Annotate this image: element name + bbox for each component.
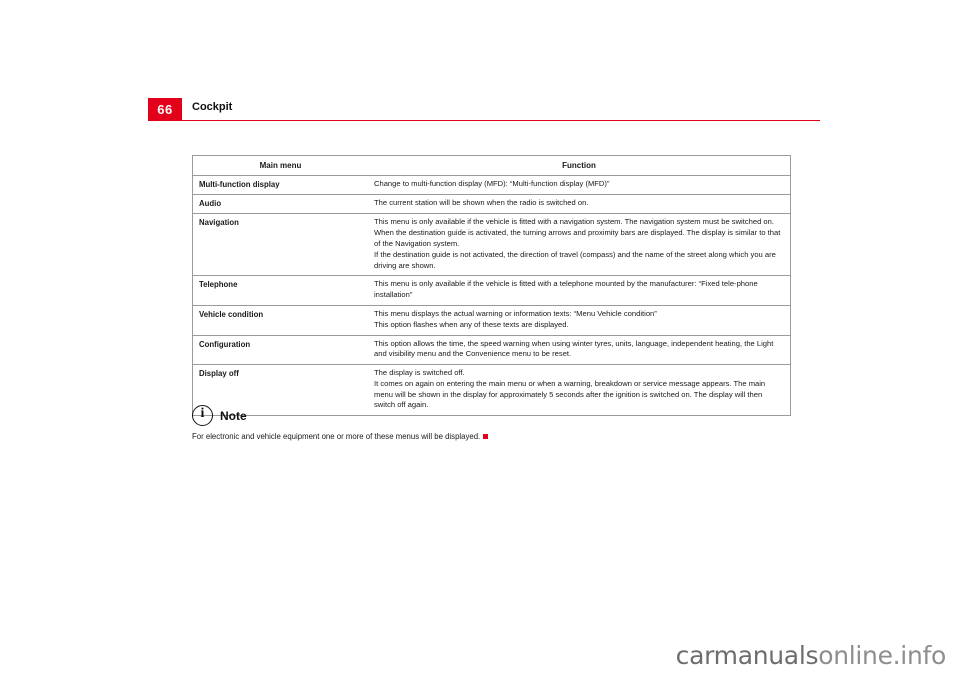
menu-name: Telephone	[193, 276, 369, 306]
function-paragraph: Change to multi-function display (MFD): “Multi-function display (MFD)”	[374, 179, 610, 189]
table-row	[193, 214, 791, 276]
menu-name: Display off	[193, 365, 369, 416]
column-header-function: Function	[368, 156, 791, 176]
table-row	[193, 335, 791, 365]
menu-function	[368, 335, 791, 365]
function-paragraph: This menu displays the actual warning or information texts: “Menu Vehicle condition”	[374, 308, 657, 318]
menu-name: Audio	[193, 195, 369, 214]
table-row	[193, 305, 791, 335]
note-title: Note	[220, 408, 247, 423]
table-body	[193, 176, 791, 416]
menu-name: Configuration	[193, 335, 369, 365]
page-number: 66	[148, 98, 182, 120]
menu-function	[368, 214, 791, 276]
table-header	[193, 156, 791, 176]
table-row	[193, 176, 791, 195]
note-text	[192, 431, 492, 443]
page-header	[0, 98, 960, 124]
header-divider	[148, 120, 820, 121]
menu-name: Vehicle condition	[193, 305, 369, 335]
watermark	[676, 641, 946, 670]
menu-function	[368, 195, 791, 214]
function-paragraph: This option allows the time, the speed warning when using winter tyres, units, language, independent heating, the Light and visibility menu and the Convenience menu to be reset.	[374, 338, 774, 359]
watermark-part-2: online.info	[818, 641, 946, 670]
chapter-title: Cockpit	[192, 101, 233, 113]
function-paragraph: The current station will be shown when the radio is switched on.	[374, 198, 589, 208]
menu-function	[368, 305, 791, 335]
note-heading	[192, 405, 492, 426]
info-icon	[192, 405, 213, 426]
menu-function-table	[192, 155, 791, 416]
table-header-row	[193, 156, 791, 176]
menu-name: Navigation	[193, 214, 369, 276]
note-block	[192, 405, 492, 443]
end-of-section-marker	[483, 434, 488, 439]
function-paragraph: It comes on again on entering the main menu or when a warning, breakdown or service message appears. The main menu will be shown in the display for approximately 5 seconds after the ignition is switched on. The display will then switch off again.	[374, 378, 766, 410]
function-paragraph: This menu is only available if the vehicle is fitted with a telephone mounted by the manufacturer: “Fixed tele-phone installation”	[374, 279, 758, 300]
function-paragraph: The display is switched off.	[374, 368, 465, 378]
function-paragraph: If the destination guide is not activated, the direction of travel (compass) and the name of the street along which you are driving are shown.	[374, 249, 776, 270]
note-body: For electronic and vehicle equipment one or more of these menus will be displayed.	[192, 432, 481, 441]
function-paragraph: This menu is only available if the vehicle is fitted with a navigation system. The navigation system must be switched on. When the destination guide is activated, the turning arrows and proximity bars are displayed. The display is similar to that of the Navigation system.	[374, 217, 781, 249]
column-header-main-menu: Main menu	[193, 156, 369, 176]
table-row	[193, 276, 791, 306]
table-row	[193, 195, 791, 214]
watermark-part-1: carmanuals	[675, 641, 819, 670]
menu-name: Multi-function display	[193, 176, 369, 195]
function-paragraph: This option flashes when any of these texts are displayed.	[374, 319, 569, 329]
menu-function	[368, 276, 791, 306]
menu-function	[368, 176, 791, 195]
